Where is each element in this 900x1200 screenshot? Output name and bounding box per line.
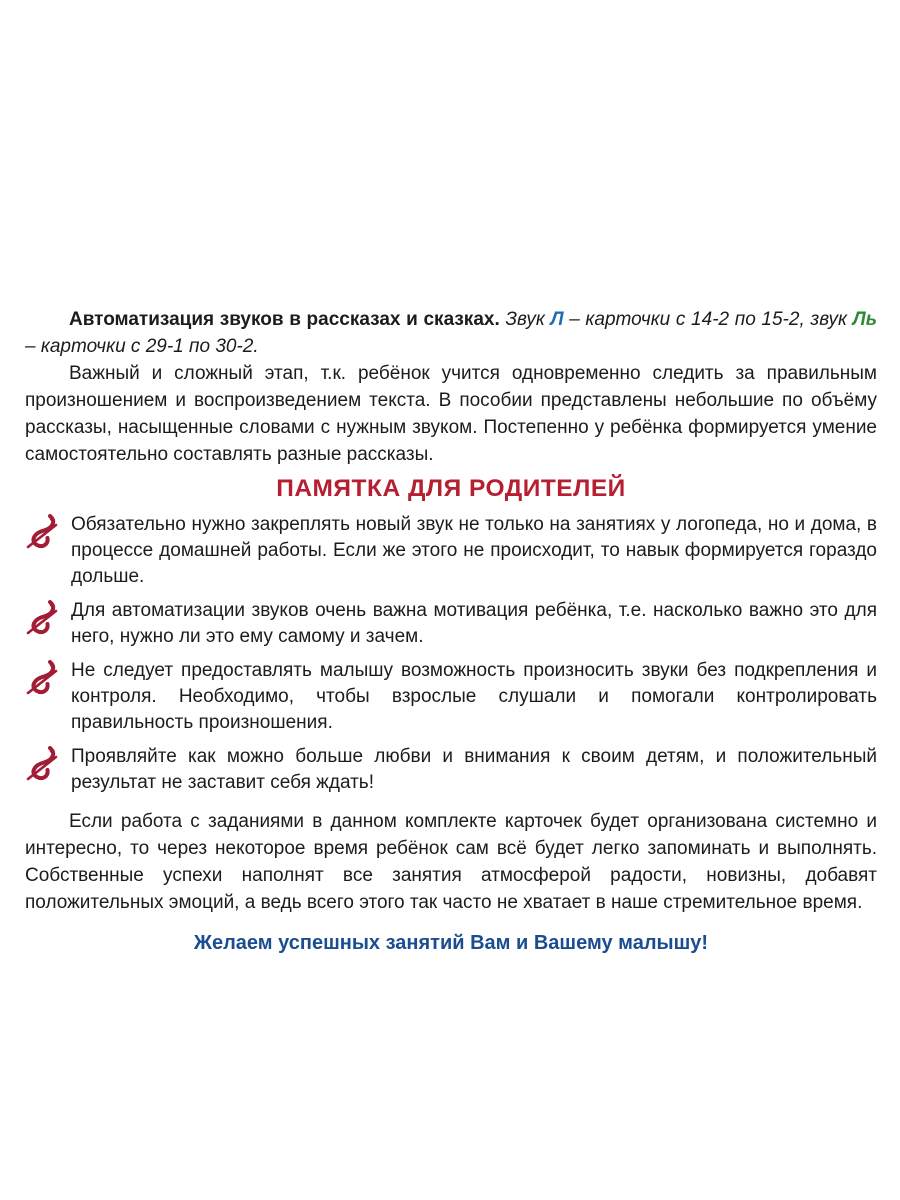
sound-letter-l-soft: Ль xyxy=(852,309,877,330)
card-range-2: – карточки с 29-1 по 30-2. xyxy=(25,336,259,357)
calligraphic-flourish-icon xyxy=(25,599,59,637)
memo-item-text: Для автоматизации звуков очень важна мотивация ребёнка, т.е. насколько важно это для него, нужно ли это ему самому и зачем. xyxy=(71,600,877,647)
memo-title: ПАМЯТКА ДЛЯ РОДИТЕЛЕЙ xyxy=(276,475,626,502)
memo-list xyxy=(25,512,877,796)
memo-item xyxy=(25,658,877,736)
memo-item-text: Обязательно нужно закреплять новый звук не только на занятиях у логопеда, но и дома, в процессе домашней работы. Если же этого не происходит, то навык формируется гораздо дольше. xyxy=(71,514,877,587)
sound-label: Звук xyxy=(499,309,551,330)
memo-item-text: Проявляйте как можно больше любви и внимания к своим детям, и положительный результат не заставит себя ждать! xyxy=(71,746,877,793)
lead-sentence: Автоматизация звуков в рассказах и сказках. xyxy=(69,309,500,330)
memo-item xyxy=(25,512,877,590)
calligraphic-flourish-icon xyxy=(25,745,59,783)
calligraphic-flourish-icon xyxy=(25,659,59,697)
memo-item xyxy=(25,744,877,796)
intro-paragraph xyxy=(25,306,877,360)
calligraphic-flourish-icon xyxy=(25,513,59,551)
sound-letter-l: Л xyxy=(550,309,564,330)
card-range-1: – карточки с 14-2 по 15-2, звук xyxy=(563,309,853,330)
closing-paragraph: Если работа с заданиями в данном комплекте карточек будет организована системно и интересно, то через некоторое время ребёнок сам всё будет легко запоминать и выполнять. Собственные успехи наполнят все занятия атмосферой радости, новизны, добавят положительных эмоций, а ведь всего этого так часто не хватает в наше стремительное время. xyxy=(25,811,877,913)
wish-line: Желаем успешных занятий Вам и Вашему малышу! xyxy=(193,932,709,954)
memo-item-text: Не следует предоставлять малышу возможность произносить звуки без подкрепления и контроля. Необходимо, чтобы взрослые слушали и помогали контролировать правильность произношения. xyxy=(71,660,877,733)
stage-paragraph: Важный и сложный этап, т.к. ребёнок учится одновременно следить за правильным произношением и воспроизведением текста. В пособии представлены небольшие по объёму рассказы, насыщенные словами с нужным звуком. Постепенно у ребёнка формируется умение самостоятельно составлять разные рассказы. xyxy=(25,363,877,465)
memo-item xyxy=(25,598,877,650)
